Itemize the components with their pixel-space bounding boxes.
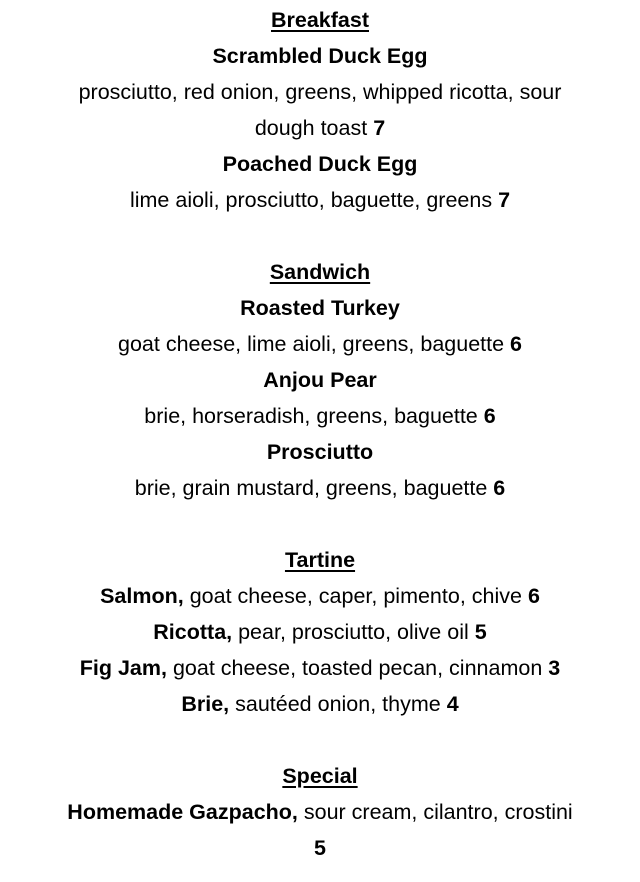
section-heading-tartine: Tartine	[284, 548, 356, 572]
section-spacer	[0, 218, 640, 254]
menu-item-description-text: goat cheese, lime aioli, greens, baguette	[118, 332, 511, 356]
menu-item-description-scrambled-duck-egg: prosciutto, red onion, greens, whipped ricotta, sour	[78, 80, 562, 104]
menu-page	[0, 2, 640, 866]
menu-item-description-text: goat cheese, caper, pimento, chive	[183, 584, 528, 608]
menu-item-name: Brie,	[181, 692, 230, 716]
menu-item-description-text: goat cheese, toasted pecan, cinnamon	[166, 656, 549, 680]
menu-item-description-text: lime aioli, prosciutto, baguette, greens	[129, 188, 499, 212]
menu-item-description-text: brie, grain mustard, greens, baguette	[134, 476, 494, 500]
menu-item-price: 7	[498, 188, 511, 212]
menu-item-name: Fig Jam,	[79, 656, 167, 680]
menu-item-ricotta	[0, 614, 640, 650]
menu-item-description-text: sautéed onion, thyme	[229, 692, 447, 716]
menu-item-description-text: brie, horseradish, greens, baguette	[144, 404, 484, 428]
section-heading-special: Special	[282, 764, 358, 788]
section-spacer	[0, 722, 640, 758]
section-spacer	[0, 506, 640, 542]
menu-item-description-anjou-pear	[0, 398, 640, 434]
menu-item-price: 5	[474, 620, 487, 644]
menu-item-description-roasted-turkey	[0, 326, 640, 362]
menu-item-description-text: pear, prosciutto, olive oil	[232, 620, 475, 644]
menu-item-price: 6	[527, 584, 540, 608]
menu-item-description-prosciutto	[0, 470, 640, 506]
menu-item-name-anjou-pear: Anjou Pear	[263, 368, 377, 392]
menu-item-price-homemade-gazpacho: 5	[314, 836, 326, 860]
section-heading-breakfast: Breakfast	[271, 8, 369, 32]
menu-item-price: 3	[548, 656, 561, 680]
menu-item-description-poached-duck-egg	[0, 182, 640, 218]
menu-item-price: 6	[483, 404, 496, 428]
menu-item-name: Salmon,	[100, 584, 184, 608]
menu-item-price: 6	[510, 332, 522, 356]
menu-item-fig-jam	[0, 650, 640, 686]
menu-item-price: 4	[446, 692, 459, 716]
menu-item-name-scrambled-duck-egg: Scrambled Duck Egg	[212, 44, 428, 68]
menu-item-description-text: dough toast	[254, 116, 374, 140]
menu-item-name-prosciutto: Prosciutto	[266, 440, 374, 464]
menu-item-homemade-gazpacho	[0, 794, 640, 830]
menu-item-name: Homemade Gazpacho,	[67, 800, 298, 824]
menu-item-description-scrambled-duck-egg-cont	[0, 110, 640, 146]
menu-item-brie	[0, 686, 640, 722]
menu-item-price: 7	[373, 116, 386, 140]
section-heading-sandwich: Sandwich	[269, 260, 371, 284]
menu-item-salmon	[0, 578, 640, 614]
menu-item-name-roasted-turkey: Roasted Turkey	[240, 296, 400, 320]
menu-item-price: 6	[493, 476, 506, 500]
menu-item-name-poached-duck-egg: Poached Duck Egg	[222, 152, 418, 176]
menu-item-name: Ricotta,	[153, 620, 233, 644]
menu-item-description-text: sour cream, cilantro, crostini	[297, 800, 573, 824]
